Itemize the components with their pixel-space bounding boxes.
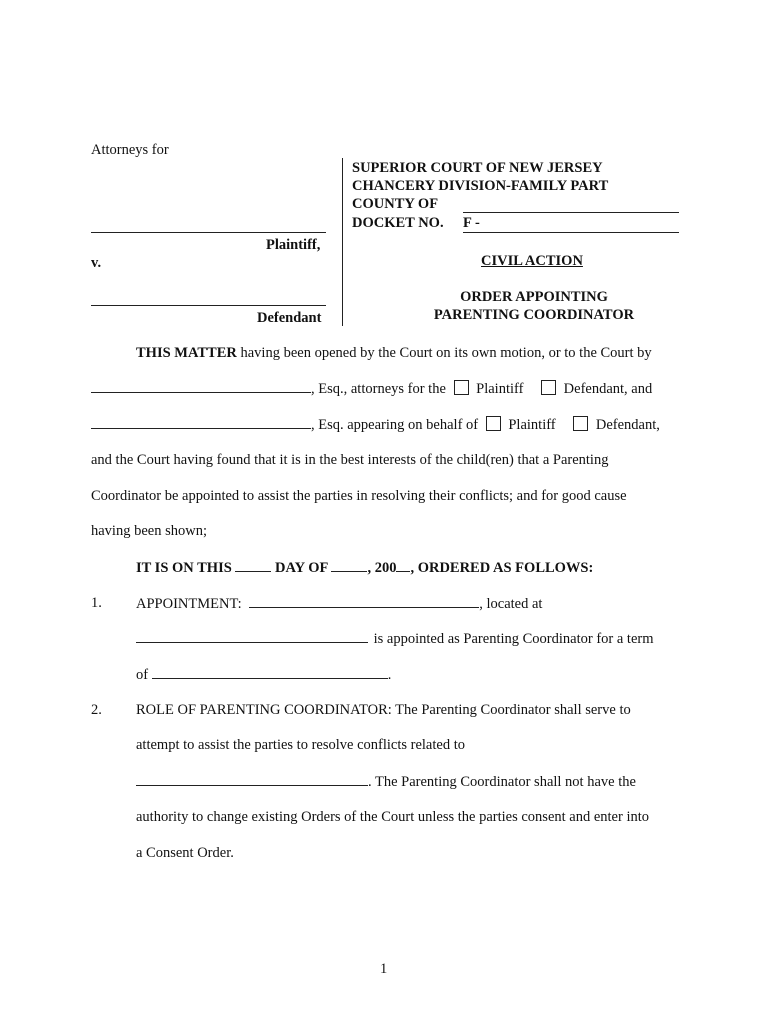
docket-number-blank[interactable] [463, 232, 679, 233]
intro-line1 [136, 345, 652, 362]
item2-line3-text: . The Parenting Coordinator shall not have the [368, 774, 636, 790]
item2-number: 2. [91, 702, 102, 718]
coordinator-location-blank[interactable] [136, 630, 368, 643]
intro-line1-text: having been opened by the Court on its own motion, or to the Court by [236, 345, 652, 361]
attorney-defendant-checkbox[interactable] [541, 380, 556, 395]
docket-label: DOCKET NO. [352, 215, 444, 231]
county-blank[interactable] [463, 212, 679, 213]
attorney-name-blank[interactable] [91, 380, 311, 393]
item1-period: . [387, 667, 392, 683]
appearing-plaintiff-checkbox[interactable] [486, 416, 501, 431]
order-title-line2: PARENTING COORDINATOR [433, 307, 635, 323]
year-blank[interactable] [396, 559, 410, 572]
civil-action-heading: CIVIL ACTION [481, 253, 583, 269]
item2-line1: ROLE OF PARENTING COORDINATOR: The Parenting Coordinator shall serve to [136, 702, 631, 718]
findings-line2: Coordinator be appointed to assist the parties in resolving their conflicts; and for good cause [91, 488, 627, 504]
attorney-defendant-label: Defendant, and [563, 381, 653, 397]
month-blank[interactable] [331, 559, 367, 572]
versus-label: v. [91, 255, 102, 271]
item2-line3 [136, 773, 636, 791]
attorney-plaintiff-label: Plaintiff [476, 381, 524, 397]
order-title-line1: ORDER APPOINTING [460, 289, 608, 305]
defendant-label: Defendant [257, 310, 322, 326]
item1-appointed-text: is appointed as Parenting Coordinator for a term [373, 631, 654, 647]
ordered-part2: DAY OF [275, 560, 328, 576]
defendant-name-blank[interactable] [91, 305, 326, 306]
attorneys-for-label: Attorneys for [91, 142, 169, 158]
findings-line3: having been shown; [91, 523, 207, 539]
county-label: COUNTY OF [352, 196, 439, 212]
item1-line3 [136, 666, 391, 684]
item2-line2: attempt to assist the parties to resolve conflicts related to [136, 737, 465, 753]
caption-divider [342, 158, 343, 326]
appearing-plaintiff-label: Plaintiff [508, 417, 556, 433]
court-name-line2: CHANCERY DIVISION-FAMILY PART [352, 178, 609, 194]
attorney-line [91, 380, 652, 398]
conflicts-blank[interactable] [136, 773, 368, 786]
coordinator-name-blank[interactable] [249, 595, 479, 608]
ordered-part4: , ORDERED AS FOLLOWS: [410, 560, 594, 576]
attorney-line-text: , Esq., attorneys for the [311, 381, 446, 397]
ordered-line [136, 559, 593, 577]
term-blank[interactable] [152, 666, 388, 679]
page-number: 1 [380, 961, 388, 977]
appearing-line [91, 416, 660, 434]
findings-line1: and the Court having found that it is in the best interests of the child(ren) that a Parenting [91, 452, 609, 468]
plaintiff-name-blank[interactable] [91, 232, 326, 233]
item1-of-text: of [136, 667, 149, 683]
court-name-line1: SUPERIOR COURT OF NEW JERSEY [352, 160, 603, 176]
this-matter-bold: THIS MATTER [136, 345, 237, 361]
appearing-name-blank[interactable] [91, 416, 311, 429]
item1-line2 [136, 630, 654, 648]
item1-located-at: , located at [479, 596, 543, 612]
day-blank[interactable] [235, 559, 271, 572]
item1-line1 [136, 595, 542, 613]
appearing-defendant-label: Defendant, [595, 417, 660, 433]
item1-label: APPOINTMENT: [136, 596, 242, 612]
attorney-plaintiff-checkbox[interactable] [454, 380, 469, 395]
ordered-part3: , 200 [367, 560, 397, 576]
docket-prefix: F - [463, 215, 480, 231]
item1-number: 1. [91, 595, 102, 611]
plaintiff-label: Plaintiff, [266, 237, 321, 253]
appearing-line-text: , Esq. appearing on behalf of [311, 417, 479, 433]
appearing-defendant-checkbox[interactable] [573, 416, 588, 431]
item2-line5: a Consent Order. [136, 845, 234, 861]
ordered-part1: IT IS ON THIS [136, 560, 232, 576]
item2-line4: authority to change existing Orders of the Court unless the parties consent and enter into [136, 809, 650, 825]
